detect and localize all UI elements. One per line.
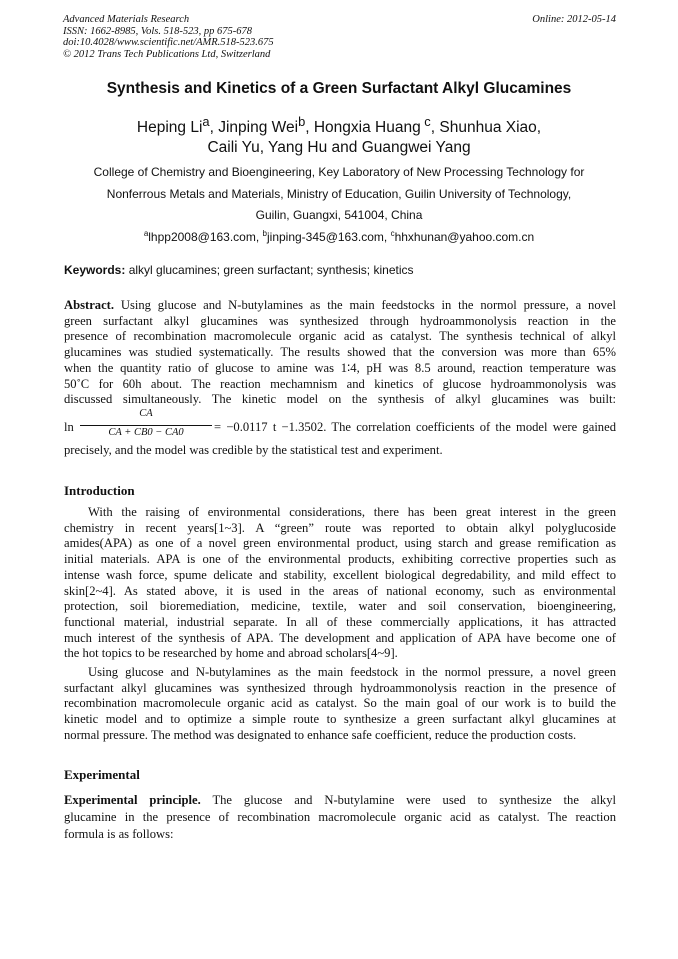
experimental-principle-label: Experimental principle. — [64, 793, 201, 807]
intro-line: kinetic model and to optimize a simple route to synthesize a green surfactant alkyl glucamines at — [64, 712, 616, 727]
introduction-paragraph-1 — [64, 505, 616, 662]
author-line-1 — [40, 114, 638, 137]
exp-line: formula is as follows: — [64, 827, 174, 841]
intro-line: chemistry in recent years[1~3]. A “green” route was reported to obtain alkyl polyglucoside — [64, 520, 616, 535]
exp-line: glucamine in the presence of recombination macromolecule organic acid as catalyst. The reaction — [64, 810, 616, 824]
experimental-paragraph — [64, 792, 616, 843]
keywords-label: Keywords: — [64, 263, 126, 277]
online-date: Online: 2012-05-14 — [532, 14, 616, 25]
author-li: Heping Li — [136, 119, 203, 137]
email-a-sup: a — [143, 229, 149, 238]
introduction-paragraph-2 — [64, 665, 616, 744]
email-c-sup: c — [390, 229, 395, 238]
formula-denominator: CA + CB0 − CA0 — [108, 427, 184, 438]
keywords-text: alkyl glucamines; green surfactant; synthesis; kinetics — [125, 263, 414, 277]
journal-name: Advanced Materials Research — [63, 14, 190, 25]
author-huang: , Hongxia Huang — [305, 119, 421, 137]
intro-line: Using glucose and N-butylamines as the main feedstock in the normol pressure, a novel green — [88, 665, 616, 679]
author-wei: , Jinping Wei — [209, 119, 299, 137]
copyright-line: © 2012 Trans Tech Publications Ltd, Switzerland — [63, 48, 271, 60]
email-line — [40, 229, 638, 244]
author-li-sup: a — [202, 114, 210, 129]
abstract-line: presence of recombination macromolecule organic acid as catalyst. The synthesis technical of alkyl — [64, 329, 616, 344]
formula-rest: = −0.0117 t −1.3502. The correlation coefficients of the model were gained — [214, 420, 616, 434]
abstract-line: glucamines was studied systematically. The results showed that the conversion was more than 65% — [64, 345, 616, 360]
affiliation-line-3: Guilin, Guangxi, 541004, China — [255, 208, 423, 222]
journal-header — [63, 14, 616, 60]
formula-numerator: CA — [139, 408, 153, 419]
intro-line: skin[2~4]. As stated above, it is used in the areas of national economy, such as environmental — [64, 583, 616, 598]
intro-line: functional material, industrial separate. In all of these commercially applications, it has attracted — [64, 614, 616, 629]
intro-line: With the raising of environmental considerations, there has been great interest in the green — [88, 505, 616, 519]
abstract-line-text: Using glucose and N-butylamines as the main feedstocks in the normol pressure, a novel — [114, 298, 616, 312]
fraction-bar — [80, 425, 212, 426]
abstract-label: Abstract. — [64, 298, 115, 312]
intro-line: normal pressure. The method was designated to enhance safe coefficient, reduce the production costs. — [64, 727, 577, 742]
email-b: jinping-345@163.com, — [266, 230, 391, 244]
exp-line-text: The glucose and N-butylamine were used to synthesize the alkyl — [200, 793, 617, 807]
intro-line: amides(APA) as one of a novel green environmental product, using starch and grease remification as — [64, 536, 616, 551]
email-a: lhpp2008@163.com, — [148, 230, 263, 244]
introduction-heading: Introduction — [64, 483, 135, 498]
intro-line: the hot topics to be researched by home and abroad scholars[4~9]. — [64, 646, 398, 661]
email-c: hhxhunan@yahoo.com.cn — [394, 230, 535, 244]
intro-line: recombination macromolecule organic acid as catalyst. So the main goal of our work is to build the — [64, 696, 616, 711]
affiliation-line-2: Nonferrous Metals and Materials, Ministry of Education, Guilin University of Technology, — [106, 187, 572, 201]
formula-ln: ln — [64, 420, 74, 434]
author-wei-sup: b — [298, 114, 306, 129]
author-huang-sup: c — [420, 114, 431, 129]
affiliation-line-1: College of Chemistry and Bioengineering, Key Laboratory of New Processing Technology for — [93, 165, 585, 179]
abstract-line: discussed simultaneously. The kinetic model on the synthesis of alkyl glucamines was built: — [64, 392, 616, 407]
kinetic-model-formula — [64, 408, 616, 442]
issn-line: ISSN: 1662-8985, Vols. 518-523, pp 675-678 — [63, 25, 252, 37]
intro-line: surfactant alkyl glucamines was synthesized through hydroammonolysis reaction in the presence of — [64, 680, 616, 695]
author-xiao: , Shunhua Xiao, — [430, 119, 542, 137]
abstract-line: 50˚C for 60h about. The reaction mechamnism and kinetics of glucose hydroammonolysis was — [64, 376, 616, 391]
experimental-heading: Experimental — [64, 767, 140, 782]
abstract-end — [64, 443, 616, 459]
intro-line: protection, soil bioremediation, medicine, textile, water and soil conservation, bioengineering, — [64, 599, 616, 614]
abstract-line — [64, 298, 616, 314]
email-b-sup: b — [262, 229, 267, 238]
intro-line: much interest of the synthesis of APA. The development and application of APA have become one of — [64, 630, 616, 645]
keywords — [64, 263, 616, 277]
author-line-2: Caili Yu, Yang Hu and Guangwei Yang — [207, 139, 471, 156]
intro-line: initial materials. APA is one of the environmental products, exhibiting corrective properties such as — [64, 552, 616, 567]
abstract — [64, 298, 616, 408]
exp-line — [64, 792, 616, 809]
paper-title: Synthesis and Kinetics of a Green Surfactant Alkyl Glucamines — [106, 80, 572, 97]
abstract-line: when the quantity ratio of glucose to amine was 1∶4, pH was 8.5 around, reaction temperature was — [64, 360, 616, 375]
doi-line: doi:10.4028/www.scientific.net/AMR.518-523.675 — [63, 37, 274, 48]
intro-line: intense wash force, spume delicate and stability, excellent biological degredability, and mild effect to — [64, 567, 616, 582]
abstract-line: precisely, and the model was credible by the statistical test and experiment. — [64, 443, 443, 457]
abstract-line: green surfactant alkyl glucamines was synthesized through hydroammonolysis reaction in the — [64, 313, 616, 328]
